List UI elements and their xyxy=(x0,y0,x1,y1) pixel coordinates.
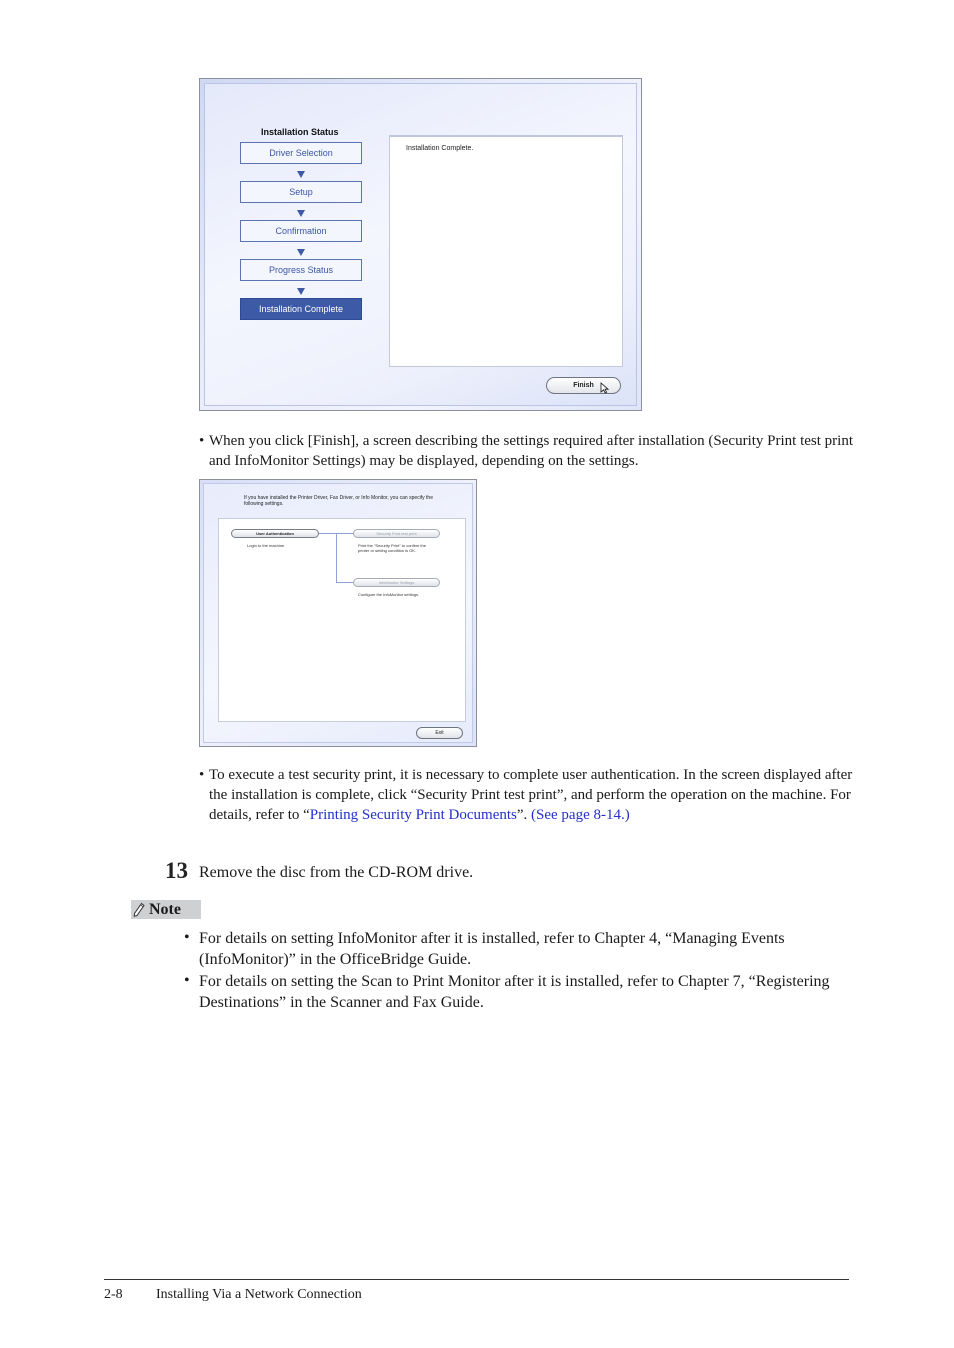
step-number: 13 xyxy=(165,858,188,883)
step-confirmation: Confirmation xyxy=(240,220,362,242)
note-bullet-marker: • xyxy=(184,929,190,946)
bullet-text: To execute a test security print, it is necessary to complete user authentication. In the screen displayed after the installation is complete, click “Security Print test print”, and perform the operation on the machine. For details, refer to “ xyxy=(209,767,853,823)
finish-button[interactable]: Finish xyxy=(546,377,621,394)
note-item-scan-to-print: For details on setting the Scan to Print Monitor after it is installed, refer to Chapter 7, “Registering Destinations” in the Scanner and Fax Guide. xyxy=(199,973,830,1011)
arrow-down-icon xyxy=(297,171,305,178)
infomonitor-description: Configure the InfoMonitor settings. xyxy=(358,592,420,597)
bullet-finish-description: When you click [Finish], a screen describing the settings required after installation (Security Print test print and InfoMonitor Settings) may be displayed, depending on the settings. xyxy=(209,433,853,469)
note-label: Note xyxy=(149,900,181,918)
connector-line xyxy=(336,533,337,583)
settings-panel xyxy=(218,518,466,722)
footer-divider xyxy=(104,1279,849,1280)
note-bullet-marker: • xyxy=(184,972,190,989)
status-message-panel xyxy=(389,135,623,367)
arrow-down-icon xyxy=(297,210,305,217)
step-driver-selection: Driver Selection xyxy=(240,142,362,164)
installer-screenshot xyxy=(199,78,642,411)
exit-button[interactable]: Exit xyxy=(416,727,463,739)
settings-intro-text: If you have installed the Printer Driver, Fax Driver, or Info Monitor, you can specify the following settings. xyxy=(244,495,433,507)
arrow-down-icon xyxy=(297,249,305,256)
bullet-security-print-description xyxy=(209,765,854,825)
bullet-marker: • xyxy=(199,433,205,449)
bullet-text-after: ”. xyxy=(516,807,532,823)
installation-status-title: Installation Status xyxy=(261,127,339,137)
footer-chapter-title: Installing Via a Network Connection xyxy=(156,1287,362,1302)
footer-page-number: 2-8 xyxy=(104,1287,123,1302)
printing-security-print-link[interactable]: Printing Security Print Documents xyxy=(309,807,517,823)
bullet-marker: • xyxy=(199,767,205,783)
step-progress-status: Progress Status xyxy=(240,259,362,281)
see-page-link[interactable]: (See page 8-14.) xyxy=(531,807,630,823)
note-pencil-icon xyxy=(131,901,147,918)
step-setup: Setup xyxy=(240,181,362,203)
connector-line xyxy=(336,582,353,583)
note-item-infomonitor: For details on setting InfoMonitor after it is installed, refer to Chapter 4, “Managing Events (InfoMonitor)” in the OfficeBridge Guide. xyxy=(199,930,785,968)
arrow-down-icon xyxy=(297,288,305,295)
user-authentication-button[interactable]: User Authentication xyxy=(231,529,319,538)
installer-window xyxy=(204,83,637,406)
note-header xyxy=(131,900,201,919)
user-authentication-description: Login to the machine xyxy=(247,543,285,548)
security-print-description: Print the "Security Print" to confirm the printer or setting condition is OK. xyxy=(358,543,426,553)
post-install-settings-screenshot xyxy=(199,479,477,747)
settings-window xyxy=(203,483,473,743)
infomonitor-settings-button[interactable]: InfoMonitor Settings xyxy=(353,578,440,587)
security-print-test-button[interactable]: Security Print test print xyxy=(353,529,440,538)
pointer-cursor-icon xyxy=(600,382,609,394)
step-installation-complete: Installation Complete xyxy=(240,298,362,320)
status-message: Installation Complete. xyxy=(406,145,474,152)
step-instruction: Remove the disc from the CD-ROM drive. xyxy=(199,864,474,881)
